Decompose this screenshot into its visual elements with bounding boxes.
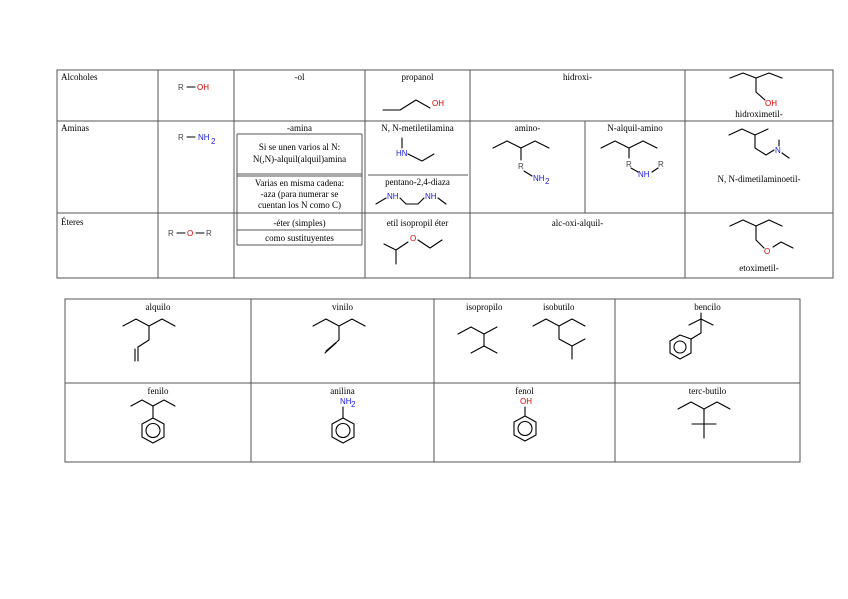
svg-text:R: R	[178, 133, 184, 142]
svg-text:O: O	[764, 247, 771, 256]
svg-text:R: R	[626, 160, 632, 169]
fenol-label: fenol	[515, 386, 534, 396]
group-name-alcoholes: Alcoholes	[61, 72, 98, 82]
ether-prefix: alc-oxi-alquil-	[551, 218, 604, 228]
svg-text:NH: NH	[340, 397, 352, 406]
svg-text:2: 2	[351, 400, 356, 409]
alcohol-prefix: hidroxi-	[563, 72, 592, 82]
ether-suffix-note: como sustituyentes	[265, 233, 334, 243]
amine-prefix: amino-	[514, 123, 541, 133]
isopropilo-label: isopropilo	[466, 302, 503, 312]
svg-text:2: 2	[211, 137, 216, 146]
amine-note-4: -aza (para numerar se	[260, 189, 339, 199]
svg-text:NH: NH	[387, 192, 399, 201]
etoximetil-label: etoximetil-	[739, 263, 779, 273]
isobutilo-label: isobutilo	[543, 302, 575, 312]
svg-text:R: R	[206, 229, 212, 238]
amine-prefix2: N-alquil-amino	[607, 123, 663, 133]
amine-note-2: N(,N)-alquil(alquil)amina	[252, 154, 347, 164]
svg-text:O: O	[187, 229, 194, 238]
amine-note-1: Si se unen varios al N:	[258, 142, 341, 152]
terc-butilo-label: terc-butilo	[688, 386, 727, 396]
isobutilo-structure	[530, 313, 590, 369]
alquilo-structure	[120, 313, 180, 365]
bencilo-structure	[665, 313, 729, 365]
fenilo-label: fenilo	[147, 386, 169, 396]
group-name-aminas: Aminas	[61, 123, 89, 133]
svg-text:R: R	[168, 229, 174, 238]
svg-text:O: O	[410, 234, 417, 243]
svg-text:R: R	[518, 162, 524, 171]
alcohol-suffix: -ol	[294, 72, 305, 82]
dimetilaminoetil-label: N, N-dimetilaminoetil-	[717, 174, 801, 184]
amine-note-3: Varias en misma cadena:	[254, 178, 345, 188]
isopropilo-structure	[455, 313, 505, 363]
anilina-structure	[318, 396, 368, 456]
vinilo-label: vinilo	[331, 302, 353, 312]
ether-suffix: -éter (simples)	[273, 218, 326, 228]
ether-example-name: etil isopropil éter	[386, 218, 449, 228]
svg-text:2: 2	[545, 177, 550, 186]
amine-example-name: N, N-metiletilamina	[381, 123, 454, 133]
svg-text:HN: HN	[396, 149, 408, 158]
svg-text:N: N	[775, 146, 781, 155]
group-name-eteres: Éteres	[61, 217, 84, 227]
amine-suffix: -amina	[287, 123, 312, 133]
svg-text:NH: NH	[638, 170, 650, 179]
amine-example2-name: pentano-2,4-diaza	[385, 177, 450, 187]
vinilo-structure	[310, 313, 370, 363]
svg-text:R: R	[658, 160, 664, 169]
anilina-label: anilina	[330, 386, 355, 396]
svg-text:NH: NH	[425, 192, 437, 201]
svg-text:OH: OH	[432, 99, 444, 108]
svg-text:OH: OH	[520, 397, 532, 406]
svg-text:OH: OH	[197, 83, 209, 92]
hidroximetil-label: hidroximetil-	[735, 109, 783, 119]
bencilo-label: bencilo	[694, 302, 721, 312]
fenilo-structure	[128, 396, 178, 456]
alcohol-example-name: propanol	[401, 72, 434, 82]
svg-text:R: R	[178, 83, 184, 92]
amine-note-5: cuentan los N como C)	[258, 200, 341, 210]
svg-text:NH: NH	[533, 174, 545, 183]
svg-text:NH: NH	[198, 133, 210, 142]
alquilo-label: alquilo	[145, 302, 171, 312]
fenol-structure	[500, 396, 550, 452]
svg-text:OH: OH	[765, 99, 777, 108]
terc-butilo-structure	[675, 396, 745, 446]
